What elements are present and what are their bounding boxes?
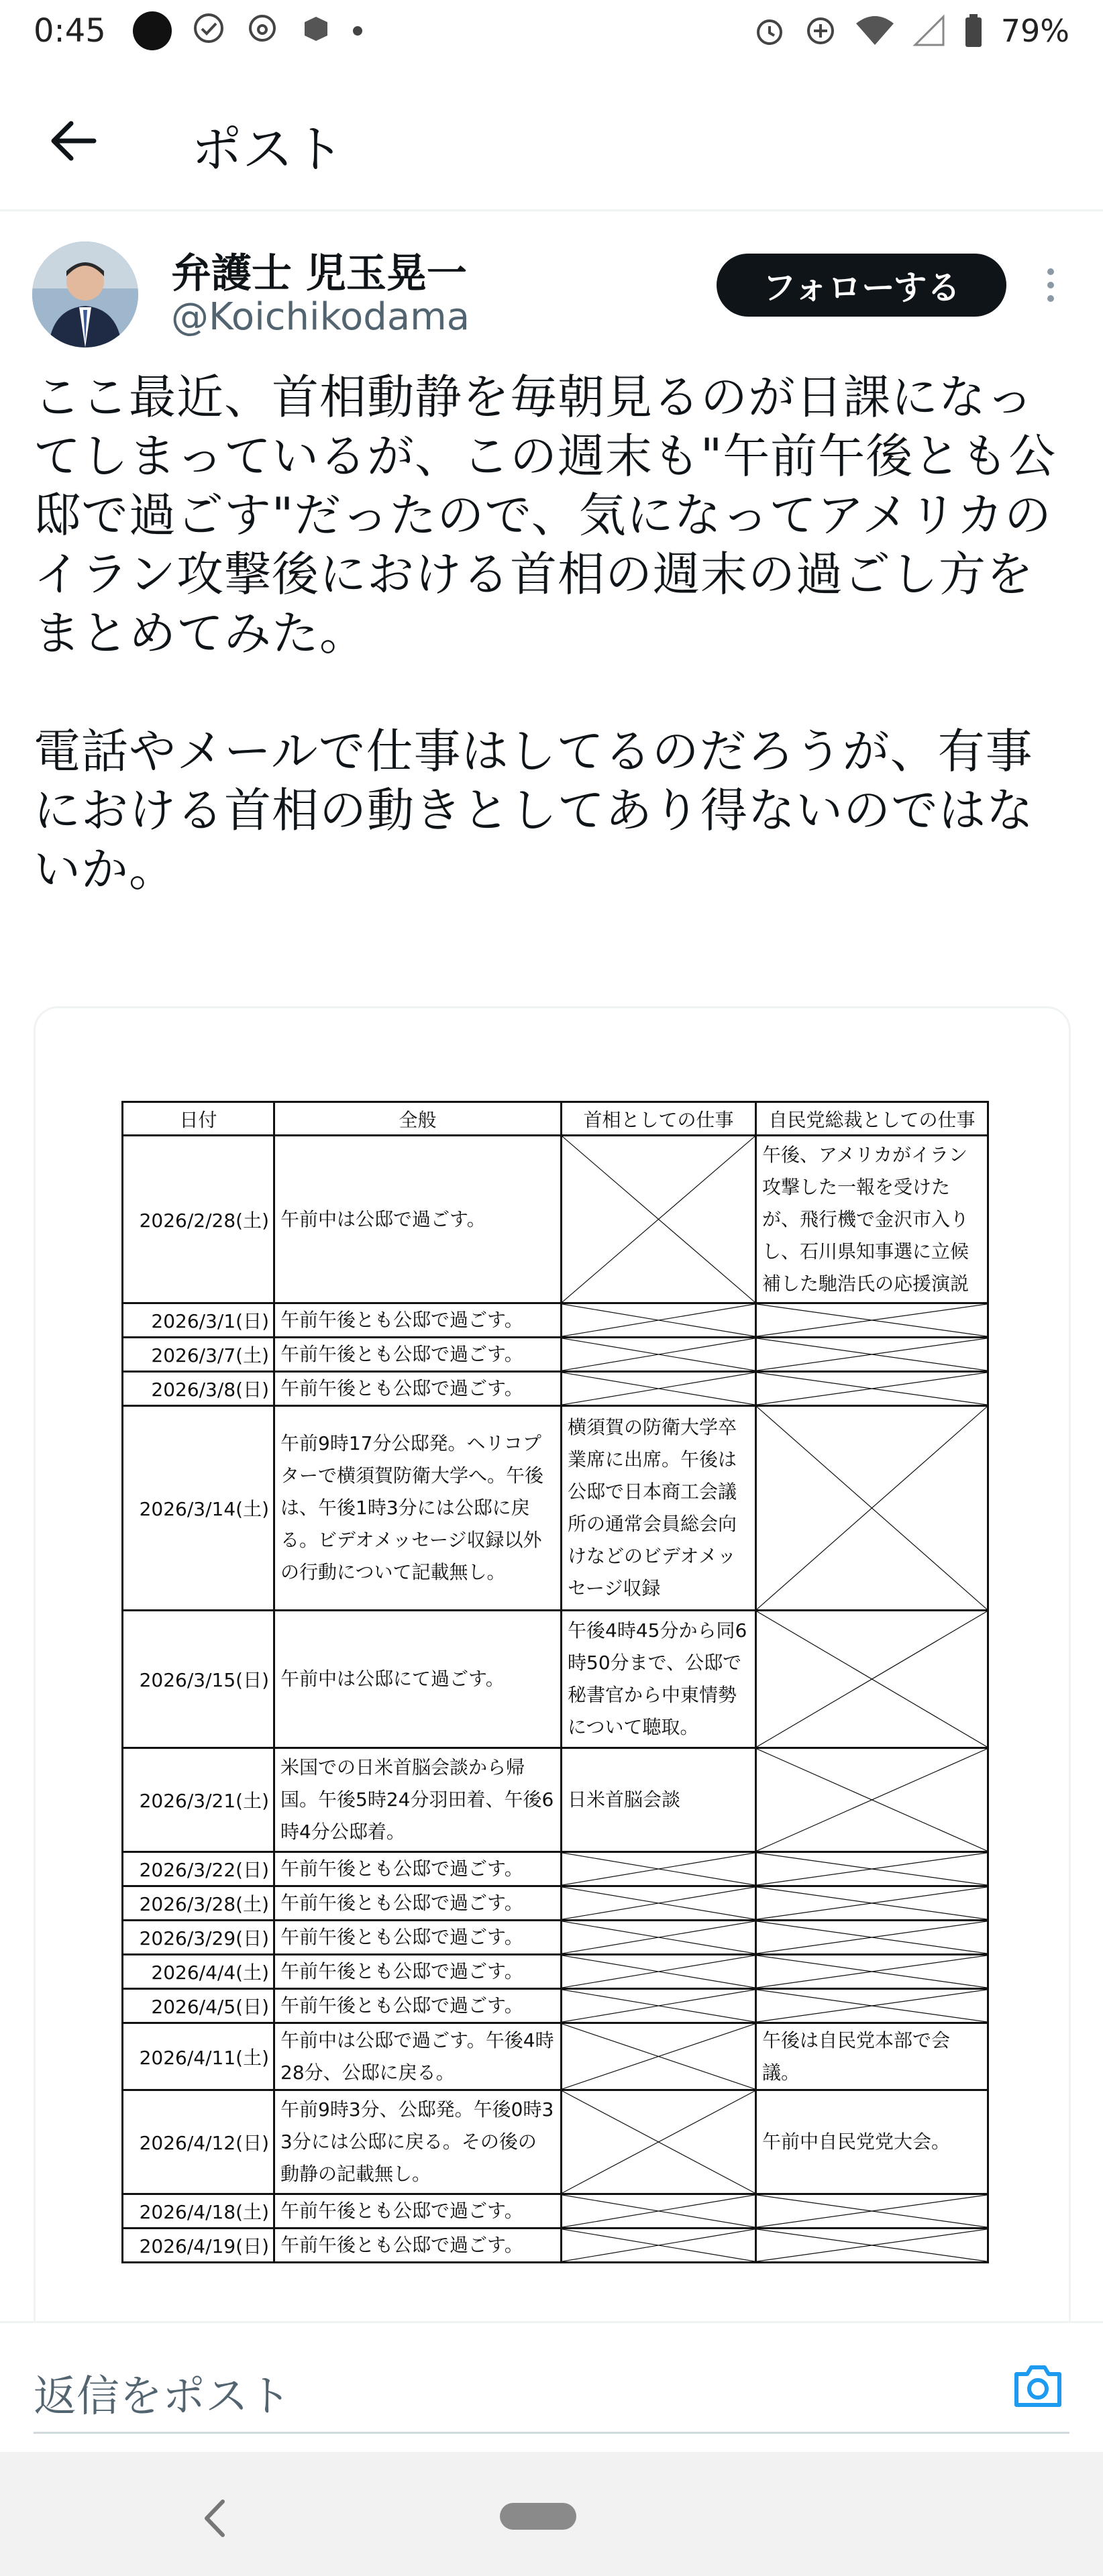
record-dot-icon [133, 11, 172, 50]
table-cell-empty-cross [562, 1955, 756, 1989]
table-header-ldp-work: 自民党総裁としての仕事 [756, 1102, 988, 1136]
table-cell-date: 2026/3/7(土) [123, 1338, 274, 1372]
table-cell-ldp-work: 午後、アメリカがイラン攻撃した一報を受けたが、飛行機で金沢市入りし、石川県知事選に立候補した馳浩氏の応援演説 [756, 1136, 988, 1303]
table-cell-date: 2026/2/28(土) [123, 1136, 274, 1303]
battery-percent: 79% [1000, 13, 1069, 49]
table-cell-empty-cross [562, 1303, 756, 1338]
table-row [123, 1955, 988, 1989]
data-saver-icon [804, 14, 837, 48]
table-cell-general: 午前午後とも公邸で過ごす。 [274, 1886, 562, 1921]
table-cell-empty-cross [562, 2194, 756, 2229]
table-cell-date: 2026/4/12(日) [123, 2090, 274, 2194]
header-divider [0, 209, 1103, 211]
table-cell-general: 午前午後とも公邸で過ごす。 [274, 1921, 562, 1955]
table-cell-empty-cross [562, 1989, 756, 2023]
table-cell-general: 午前中は公邸で過ごす。午後4時28分、公邸に戻る。 [274, 2023, 562, 2090]
table-cell-general: 午前午後とも公邸で過ごす。 [274, 1303, 562, 1338]
table-row [123, 1611, 988, 1748]
more-options-icon[interactable] [1037, 262, 1064, 309]
table-cell-empty-cross [756, 1406, 988, 1611]
table-cell-general: 午前午後とも公邸で過ごす。 [274, 2194, 562, 2229]
notification-icons [133, 11, 362, 50]
table-header-date: 日付 [123, 1102, 274, 1136]
table-cell-date: 2026/4/19(日) [123, 2229, 274, 2263]
signal-icon [912, 14, 946, 48]
reply-underline [34, 2432, 1069, 2434]
table-cell-general: 午前中は公邸にて過ごす。 [274, 1611, 562, 1748]
table-cell-date: 2026/3/14(土) [123, 1406, 274, 1611]
camera-icon[interactable] [1010, 2358, 1066, 2414]
table-cell-empty-cross [756, 1372, 988, 1406]
table-row [123, 1852, 988, 1886]
table-cell-date: 2026/3/22(日) [123, 1852, 274, 1886]
table-row [123, 1338, 988, 1372]
table-row [123, 1406, 988, 1611]
table-row [123, 1136, 988, 1303]
schedule-table [121, 1101, 989, 2263]
table-header-pm-work: 首相としての仕事 [562, 1102, 756, 1136]
table-row [123, 1748, 988, 1852]
nav-home-pill[interactable] [500, 2503, 576, 2530]
table-row [123, 1372, 988, 1406]
more-notifications-icon [353, 26, 362, 36]
table-cell-general: 午前午後とも公邸で過ごす。 [274, 1955, 562, 1989]
table-row [123, 2090, 988, 2194]
system-nav-bar [0, 2452, 1103, 2576]
table-cell-general: 午前午後とも公邸で過ごす。 [274, 1338, 562, 1372]
table-cell-empty-cross [756, 1338, 988, 1372]
table-cell-general: 午前中は公邸で過ごす。 [274, 1136, 562, 1303]
table-cell-empty-cross [562, 1921, 756, 1955]
app-icon [299, 11, 333, 50]
table-cell-pm-work: 午後4時45分から同6時50分まで、公邸で秘書官から中東情勢について聴取。 [562, 1611, 756, 1748]
author-handle[interactable]: @Koichikodama [171, 295, 470, 339]
status-bar [0, 0, 1103, 62]
nav-back-icon[interactable] [195, 2495, 235, 2542]
battery-icon [963, 13, 984, 48]
back-arrow-icon[interactable] [47, 114, 101, 168]
table-cell-empty-cross [562, 1136, 756, 1303]
table-cell-pm-work: 横須賀の防衛大学卒業席に出席。午後は公邸で日本商工会議所の通常会員総会向けなどのビデオメッセージ収録 [562, 1406, 756, 1611]
table-cell-date: 2026/4/4(土) [123, 1955, 274, 1989]
alarm-icon [753, 14, 786, 48]
table-cell-empty-cross [562, 1886, 756, 1921]
app-bar [0, 74, 1103, 208]
author-name[interactable]: 弁護士 児玉晃一 [171, 250, 467, 297]
avatar[interactable] [32, 241, 138, 347]
table-row [123, 2194, 988, 2229]
table-cell-empty-cross [756, 2194, 988, 2229]
table-cell-empty-cross [756, 1852, 988, 1886]
table-cell-date: 2026/3/1(日) [123, 1303, 274, 1338]
table-cell-ldp-work: 午前中自民党党大会。 [756, 2090, 988, 2194]
table-cell-date: 2026/4/18(土) [123, 2194, 274, 2229]
table-cell-date: 2026/3/29(日) [123, 1921, 274, 1955]
table-cell-general: 午前午後とも公邸で過ごす。 [274, 1989, 562, 2023]
post-text: ここ最近、首相動静を毎朝見るのが日課になってしまっているが、この週末も"午前午後とも公邸で過ごす"だったので、気になってアメリカのイラン攻撃後における首相の週末の過ごし方をまとめてみた。 電話やメールで仕事はしてるのだろうが、有事における首相の動きとしてあり得ないのではないか。 [34, 370, 1057, 897]
table-cell-empty-cross [756, 2229, 988, 2263]
table-cell-empty-cross [756, 1886, 988, 1921]
table-cell-empty-cross [756, 1921, 988, 1955]
table-cell-empty-cross [756, 1611, 988, 1748]
table-cell-empty-cross [562, 1852, 756, 1886]
table-cell-empty-cross [562, 2229, 756, 2263]
table-cell-general: 午前9時3分、公邸発。午後0時33分には公邸に戻る。その後の動静の記載無し。 [274, 2090, 562, 2194]
table-cell-empty-cross [562, 2023, 756, 2090]
wifi-icon [855, 14, 895, 48]
table-cell-empty-cross [756, 1955, 988, 1989]
table-cell-general: 午前9時17分公邸発。ヘリコプターで横須賀防衛大学へ。午後は、午後1時3分には公邸に戻る。ビデオメッセージ収録以外の行動について記載無し。 [274, 1406, 562, 1611]
table-cell-general: 午前午後とも公邸で過ごす。 [274, 1372, 562, 1406]
table-header-general: 全般 [274, 1102, 562, 1136]
table-cell-date: 2026/3/15(日) [123, 1611, 274, 1748]
table-cell-general: 午前午後とも公邸で過ごす。 [274, 2229, 562, 2263]
table-cell-pm-work: 日米首脳会談 [562, 1748, 756, 1852]
table-cell-date: 2026/3/21(土) [123, 1748, 274, 1852]
table-cell-ldp-work: 午後は自民党本部で会議。 [756, 2023, 988, 2090]
table-cell-general: 午前午後とも公邸で過ごす。 [274, 1852, 562, 1886]
table-cell-date: 2026/4/5(日) [123, 1989, 274, 2023]
table-cell-general: 米国での日米首脳会談から帰国。午後5時24分羽田着、午後6時4分公邸着。 [274, 1748, 562, 1852]
table-row [123, 2229, 988, 2263]
follow-button[interactable]: フォローする [717, 254, 1006, 317]
table-cell-date: 2026/4/11(土) [123, 2023, 274, 2090]
table-row [123, 1921, 988, 1955]
table-cell-date: 2026/3/8(日) [123, 1372, 274, 1406]
reply-input[interactable]: 返信をポスト [34, 2372, 291, 2422]
table-row [123, 1989, 988, 2023]
table-cell-empty-cross [562, 2090, 756, 2194]
table-header-row [123, 1102, 988, 1136]
threads-icon [246, 11, 279, 50]
table-cell-empty-cross [562, 1372, 756, 1406]
table-row [123, 1886, 988, 1921]
post-image[interactable] [34, 1006, 1071, 2321]
table-cell-empty-cross [756, 1989, 988, 2023]
system-icons [753, 13, 1069, 49]
table-cell-empty-cross [756, 1303, 988, 1338]
table-cell-empty-cross [756, 1748, 988, 1852]
status-time: 0:45 [34, 12, 106, 50]
page-title: ポスト [191, 119, 344, 179]
table-row [123, 1303, 988, 1338]
check-circle-icon [192, 11, 225, 50]
table-cell-empty-cross [562, 1338, 756, 1372]
table-row [123, 2023, 988, 2090]
reply-bar [0, 2321, 1103, 2452]
table-cell-date: 2026/3/28(土) [123, 1886, 274, 1921]
